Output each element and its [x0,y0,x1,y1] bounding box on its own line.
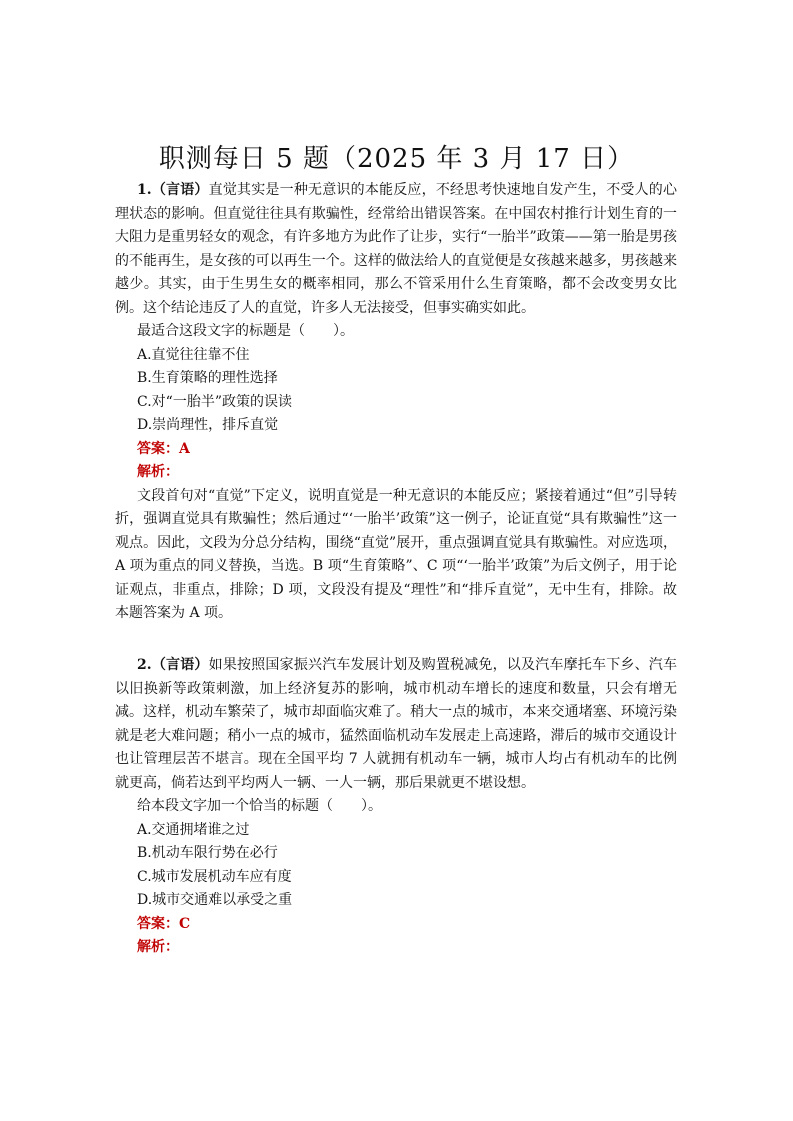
question-prompt: 给本段文字加一个恰当的标题（ ）。 [137,798,382,814]
option-c: C.对“一胎半”政策的误读 [137,393,292,410]
option-b: B.机动车限行势在必行 [137,845,278,861]
analysis-text: 文段首句对“直觉”下定义，说明直觉是一种无意识的本能反应；紧接着通过“但”引导转折，强调直觉具有欺骗性；然后通过“‘一胎半’政策”这一例子，论证直觉“具有欺骗性”这一观点。因此，文段为分总分结构，围绕“直觉”展开，重点强调直觉具有欺骗性。对应选项，A 项为重点的同义替换，当选。B 项“生育策略”、C 项“‘一胎半’政策”为后文例子，用于论证观点，非重点，排除；D 项，文段没有提及“理性”和“排斥直觉”，无中生有，排除。故本题答案为 A 项。 [115,487,677,621]
question-number: 1.（言语） [137,182,209,198]
analysis-label: 解析： [137,939,179,955]
question-text: 如果按照国家振兴汽车发展计划及购置税减免，以及汽车摩托车下乡、汽车以旧换新等政策刺激，加上经济复苏的影响，城市机动车增长的速度和数量，只会有增无减。这样，机动车繁荣了，城市却面临灾难了。稍大一点的城市，本来交通堵塞、环境污染就是老大难问题；稍小一点的城市，猛然面临机动车发展走上高速路，滞后的城市交通设计也让管理层苦不堪言。现在全国平均 7 人就拥有机动车一辆，城市人均占有机动车的比例就更高，倘若达到平均两人一辆、一人一辆，那后果就更不堪设想。 [115,657,678,791]
question-2 [115,654,677,960]
analysis-label: 解析： [137,464,179,480]
question-stem [115,654,677,795]
answer-label: 答案：C [137,915,191,932]
question-stem [115,179,677,320]
option-d: D.城市交通难以承受之重 [137,892,293,908]
question-text: 直觉其实是一种无意识的本能反应，不经思考快速地自发产生，不受人的心理状态的影响。但直觉往往具有欺骗性，经常给出错误答案。在中国农村推行计划生育的一大阻力是重男轻女的观念，有许多地方为此作了让步，实行“一胎半”政策——第一胎是男孩的不能再生，是女孩的可以再生一个。这样的做法给人的直觉便是女孩越来越多，男孩越来越少。其实，由于生男生女的概率相同，那么不管采用什么生育策略，都不会改变男女比例。这个结论违反了人的直觉，许多人无法接受，但事实确实如此。 [115,182,678,316]
question-1 [115,179,677,626]
option-d: D.崇尚理性，排斥直觉 [137,417,279,433]
option-b: B.生育策略的理性选择 [137,370,278,386]
question-prompt: 最适合这段文字的标题是（ ）。 [137,323,354,339]
option-c: C.城市发展机动车应有度 [137,868,292,885]
option-a: A.直觉往往靠不住 [137,346,250,363]
page-title: 职测每日 5 题（2025 年 3 月 17 日） [158,144,635,174]
option-a: A.交通拥堵谁之过 [137,821,250,838]
answer-label: 答案：A [137,440,190,457]
question-number: 2.（言语） [137,657,209,673]
